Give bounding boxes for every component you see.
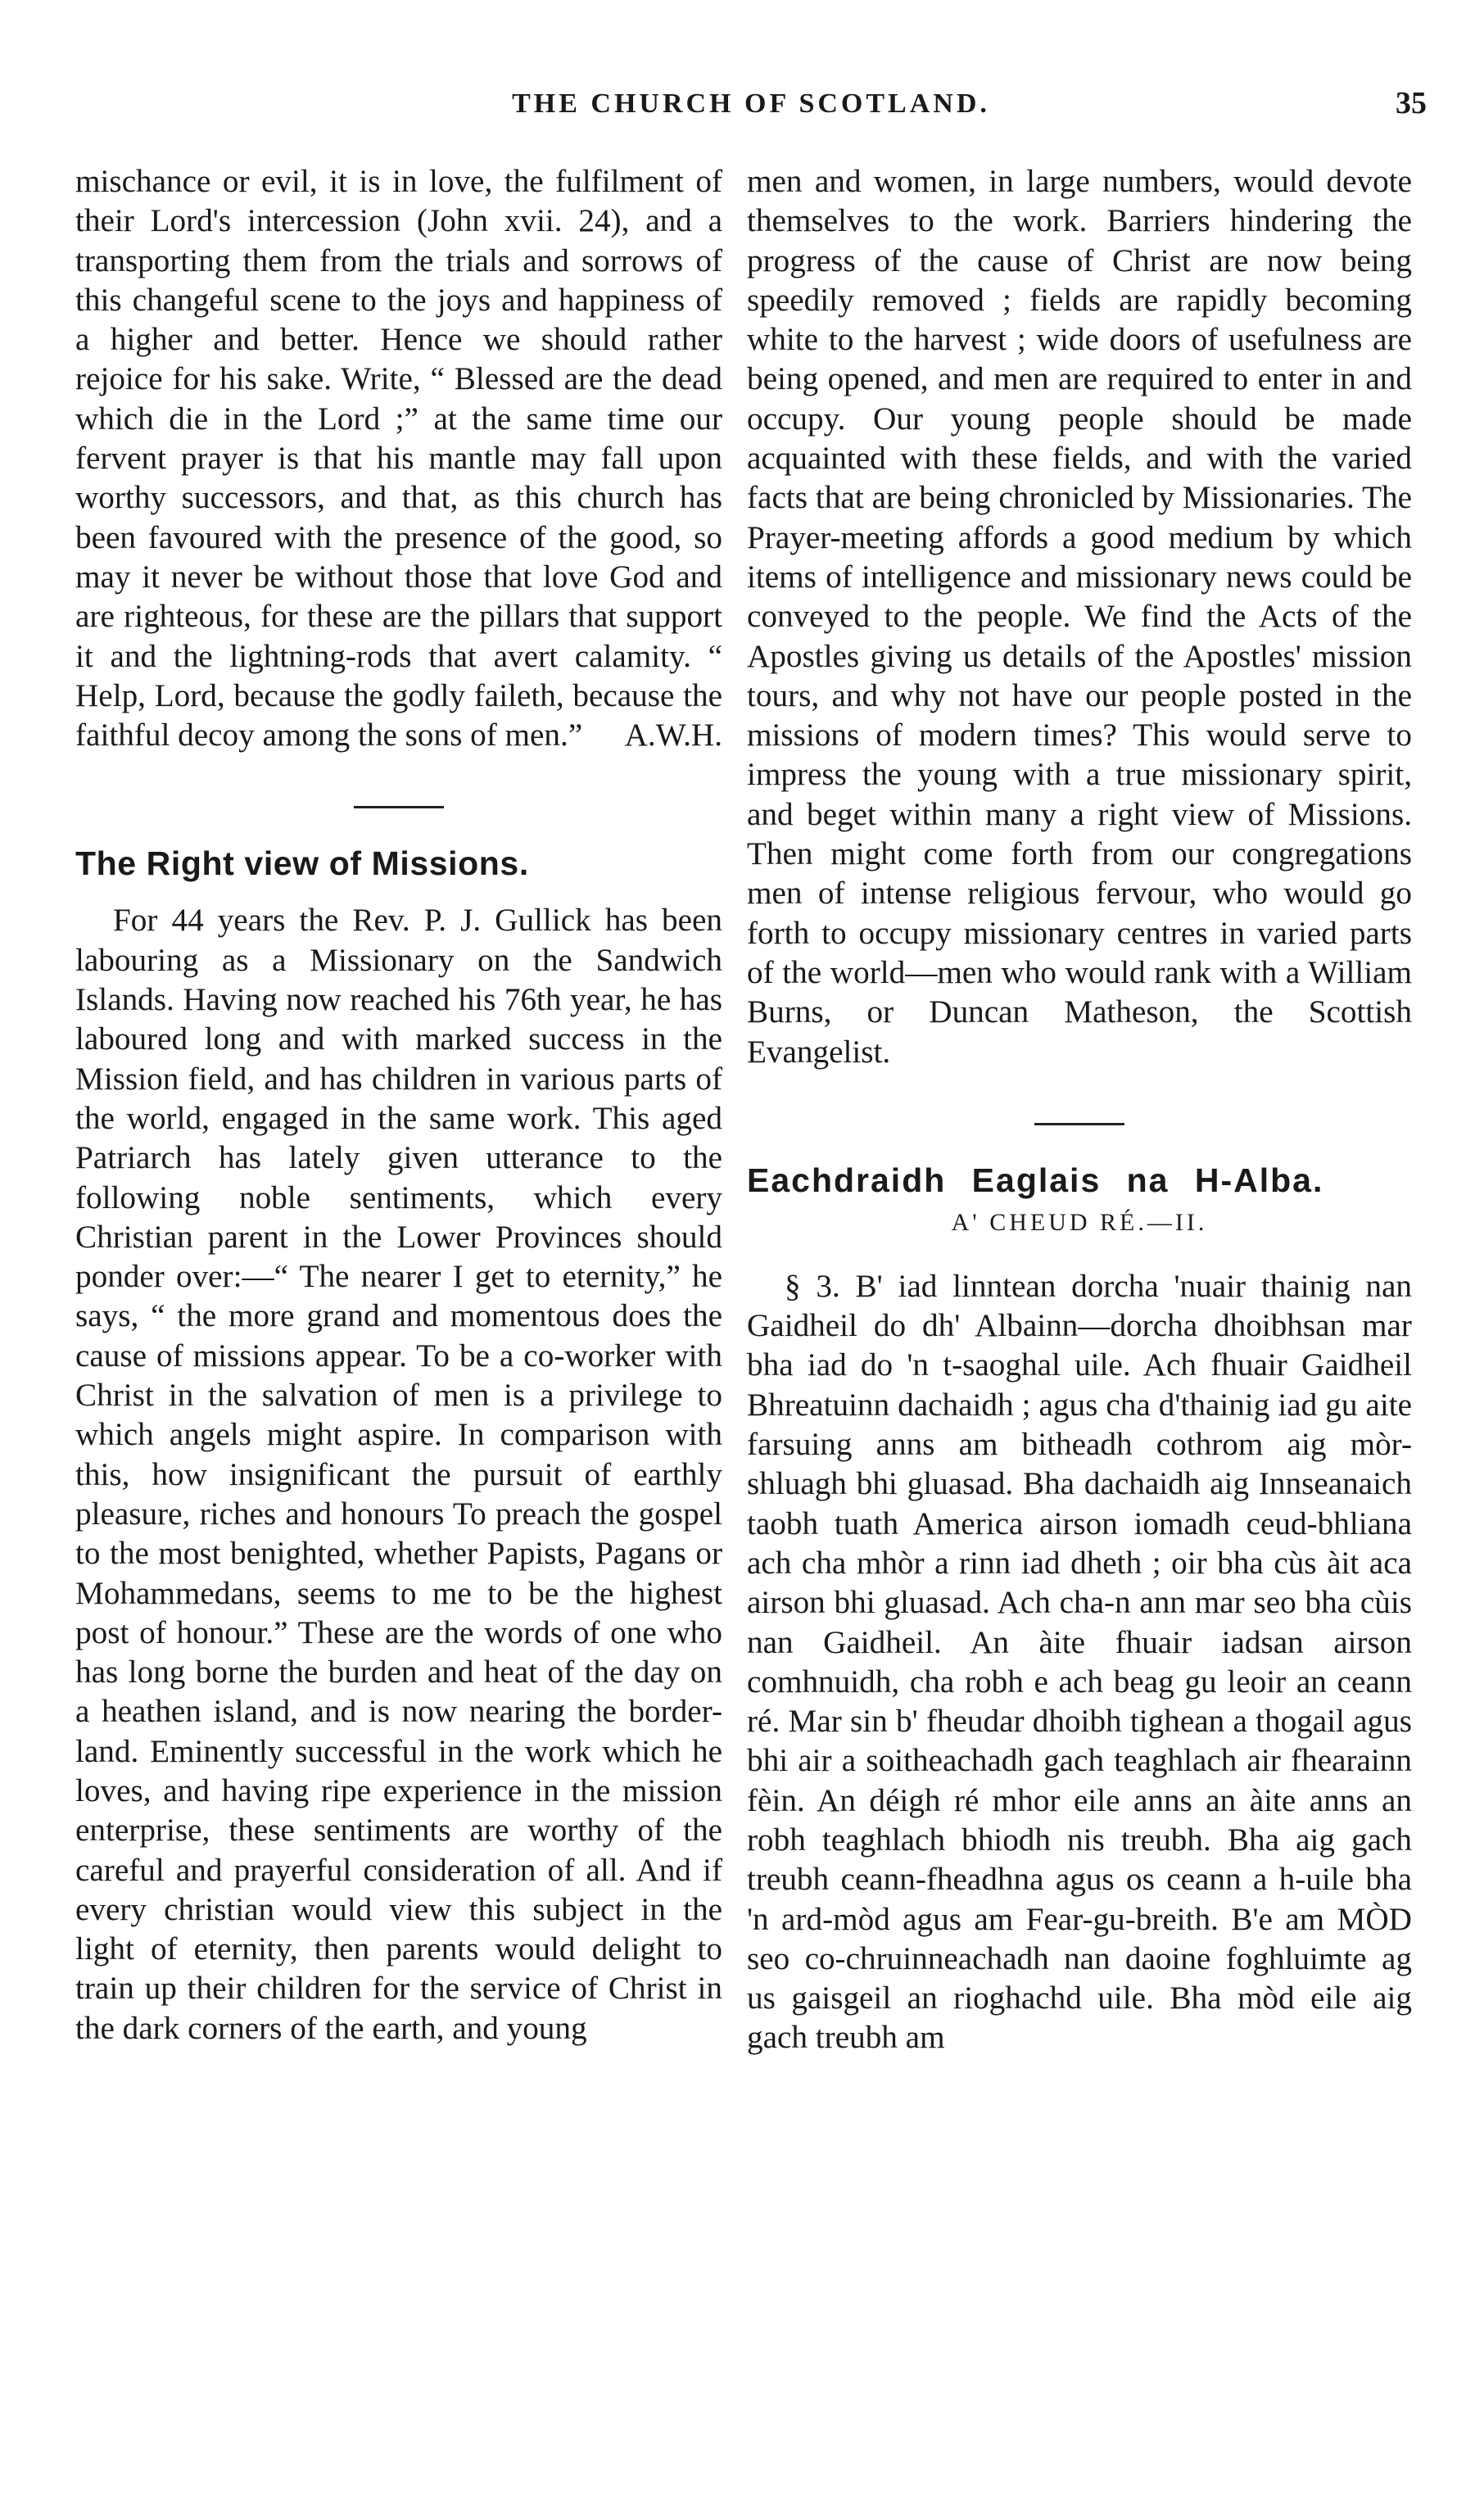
article-end-text: mischance or evil, it is in love, the fulfilment of their Lord's intercession (John xvii. 24), and a transporting them from the trials and sorrows of this changeful scene to the joys and happiness of a higher and better. Hence we should rather rejoice for his sake. Write, “ Blessed are the dead which die in the Lord ;” at the same time our fervent prayer is that his mantle may fall upon worthy successors, and that, as this church has been favoured with the presence of the good, so may it never be without those that love God and are righteous, for these are the pillars that support it and the lightning-rods that avert calamity. “ Help, Lord, because the godly faileth, because the faithful decoy among the sons of men.” (75, 164, 722, 754)
section-divider (747, 1072, 1412, 1157)
left-column (75, 162, 722, 2048)
gaelic-paragraph: § 3. B' iad linntean dorcha 'nuair thainig nan Gaidheil do dh' Albainn—dorcha dhoibhsan mar bha iad do 'n t-saoghal uile. Ach fhuair Gaidheil Bhreatuinn dachaidh ; agus cha d'thainig iad gu aite farsuing anns am bitheadh cothrom aig mòr-shluagh bhi gluasad. Bha dachaidh aig Innseanaich taobh tuath America airson iomadh ceud-bhliana ach cha mhòr a rinn iad dheth ; oir bha cùs àit aca airson bhi gluasad. Ach cha-n ann mar seo bha cùis nan Gaidheil. An àite fhuair iadsan airson comhnuidh, cha robh e ach beag gu leoir an ceann ré. Mar sin b' fheudar dhoibh tighean a thogail agus bhi air a soitheachadh gach teaghlach air fhearainn fèin. An déigh ré mhor eile anns an àite anns an robh teaghlach bhiodh nis treubh. Bha aig gach treubh ceann-fheadhna agus os ceann a h-uile bha 'n ard-mòd agus am Fear-gu-breith. B'e am MÒD seo co-chruinneachadh nan daoine foghluimte ag us gaisgeil an rioghachd uile. Bha mòd eile aig gach treubh am (747, 1268, 1412, 2056)
missions-paragraph: For 44 years the Rev. P. J. Gullick has been labouring as a Missionary on the Sandwich Islands. Having now reached his 76th year, he has laboured long and with marked success in the Mission field, and has children in various parts of the world, engaged in the same work. This aged Patriarch has lately given utterance to the following noble sentiments, which every Christian parent in the Lower Provinces should ponder over:—“ The nearer I get to eternity,” he says, “ the more grand and momentous does the cause of missions appear. To be a co-worker with Christ in the salvation of men is a privilege to which angels might aspire. In comparison with this, how insignificant the pursuit of earthly pleasure, riches and honours To preach the gospel to the most benighted, whether Papists, Pagans or Mohammedans, seems to me to be the highest post of honour.” These are the words of one who has long borne the burden and heat of the day on a heathen island, and is now nearing the border-land. Eminently successful in the work which he loves, and having ripe experience in the mission enterprise, these sentiments are worthy of the careful and prayerful consideration of all. And if every christian would view this subject in the light of eternity, then parents would delight to train up their children for the service of Christ in the dark corners of the earth, and young (75, 903, 722, 2046)
article-end-paragraph (75, 162, 722, 755)
page-header (75, 82, 1427, 131)
right-column (747, 162, 1412, 2058)
article-heading-gaelic: Eachdraidh Eaglais na H-Alba. (747, 1161, 1324, 1199)
section-divider (75, 755, 722, 840)
article-heading-missions: The Right view of Missions. (75, 844, 529, 883)
author-signature: A.W.H. (624, 717, 722, 754)
missions-continued-paragraph: men and women, in large numbers, would devote themselves to the work. Barriers hindering the progress of the cause of Christ are now being speedily removed ; fields are rapidly becoming white to the harvest ; wide doors of usefulness are being opened, and men are required to enter in and occupy. Our young people should be made acquainted with these fields, and with the varied facts that are being chronicled by Missionaries. The Prayer-meeting affords a good medium by which items of intelligence and missionary news could be conveyed to the people. We find the Acts of the Apostles giving us details of the Apostles' mission tours, and why not have our people posted in the missions of modern times? This would serve to impress the young with a true missionary spirit, and beget within many a right view of Missions. Then might come forth from our congregations men of intense religious fervour, who would go forth to occupy missionary centres in varied parts of the world—men who would rank with a William Burns, or Duncan Matheson, the Scottish Evangelist. (747, 164, 1412, 1070)
chapter-subheading: A' CHEUD RÉ.—II. (951, 1208, 1208, 1236)
running-title: THE CHURCH OF SCOTLAND. (512, 88, 990, 119)
page-number: 35 (1396, 86, 1427, 120)
